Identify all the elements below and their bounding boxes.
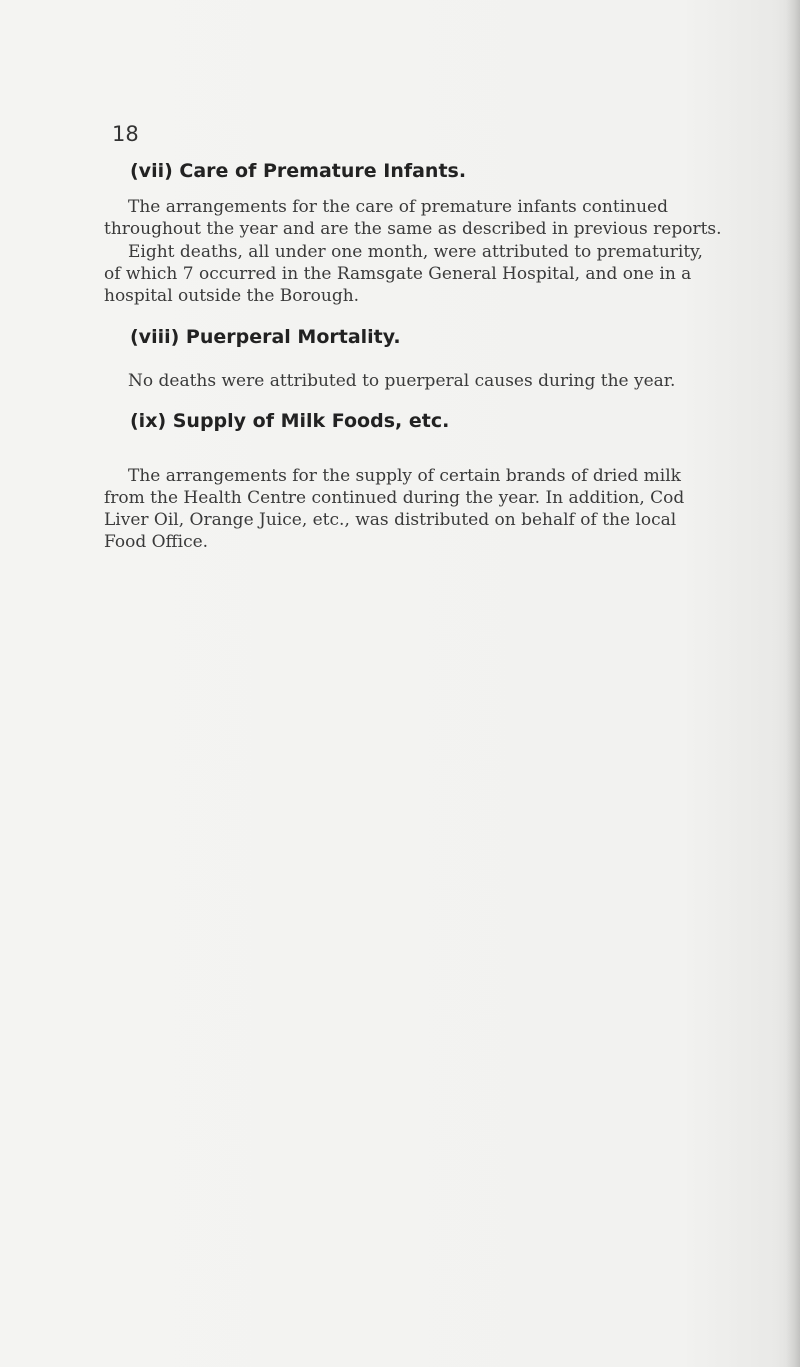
- paragraph-puerperal: [104, 370, 764, 392]
- page-edge-shadow: [786, 0, 800, 1367]
- section-heading-milk-foods: (ix) Supply of Milk Foods, etc.: [130, 410, 450, 432]
- paragraph-line: of which 7 occurred in the Ramsgate General Hospital, and one in a: [104, 264, 692, 284]
- paragraph-line: The arrangements for the supply of certain brands of dried milk: [128, 466, 681, 486]
- section-heading-premature-infants: (vii) Care of Premature Infants.: [130, 160, 467, 182]
- paragraph-line: Food Office.: [104, 532, 209, 552]
- paragraph-premature-deaths: [104, 241, 764, 307]
- paragraph-line: Liver Oil, Orange Juice, etc., was distributed on behalf of the local: [104, 510, 677, 530]
- section-heading-puerperal-mortality: (viii) Puerperal Mortality.: [130, 326, 401, 348]
- paragraph-premature-arrangements: [104, 196, 764, 240]
- paragraph-line: The arrangements for the care of premature infants continued: [128, 197, 668, 217]
- page-number: 18: [112, 122, 139, 146]
- paragraph-milk-foods: [104, 465, 764, 553]
- paragraph-line: throughout the year and are the same as described in previous reports.: [104, 219, 722, 239]
- paragraph-line: hospital outside the Borough.: [104, 286, 360, 306]
- paragraph-line: from the Health Centre continued during the year. In addition, Cod: [104, 488, 685, 508]
- paragraph-line: No deaths were attributed to puerperal causes during the year.: [128, 371, 676, 391]
- paragraph-line: Eight deaths, all under one month, were attributed to prematurity,: [128, 242, 703, 262]
